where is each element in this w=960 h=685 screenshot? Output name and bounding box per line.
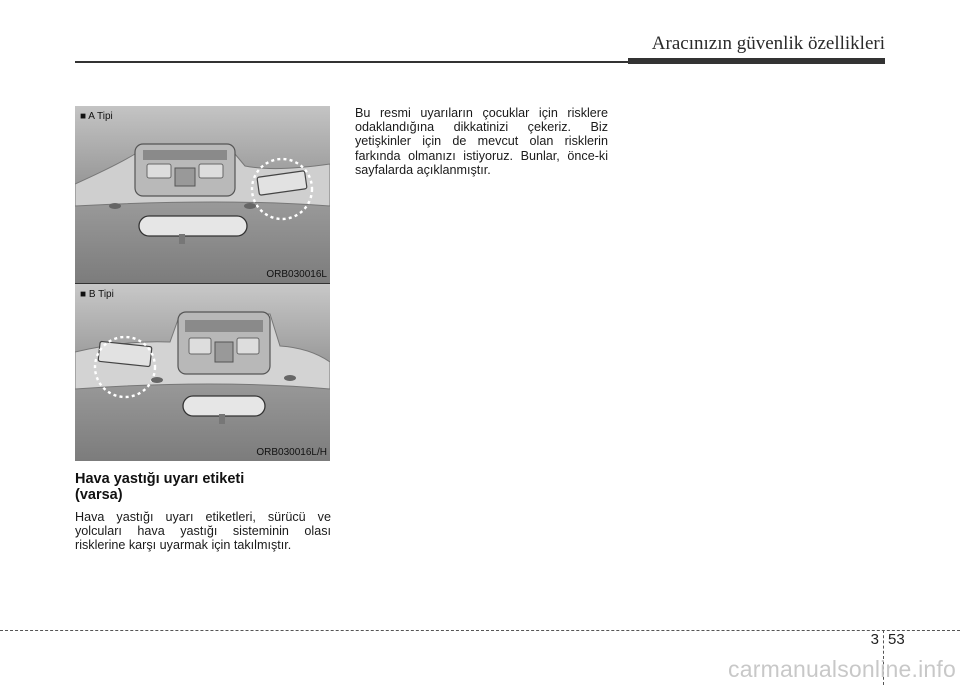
chapter-number: 3 — [870, 631, 879, 648]
section-title — [75, 471, 335, 503]
page-number: 53 — [888, 631, 905, 648]
figure-code: ORB030016L/H — [256, 447, 327, 458]
section-title-line: (varsa) — [75, 487, 123, 503]
body-paragraph: Bu resmi uyarıların çocuklar için risklere odaklandığına dikkatinizi çekeriz. Biz yetişkinler için de mevcut olan risklerin farkında olmanızı istiyoruz. Bunlar, önce-ki sayfalarda açıklanmıştır. — [355, 106, 608, 177]
section-title-line: Hava yastığı uyarı etiketi — [75, 471, 245, 487]
watermark: carmanualsonline.info — [728, 656, 956, 682]
figure-type-a — [75, 106, 330, 283]
header-rule-accent — [628, 58, 885, 64]
figure-type-b — [75, 284, 330, 461]
footer-rule — [0, 630, 960, 631]
chapter-title: Aracınızın güvenlik özellikleri — [651, 33, 885, 54]
body-paragraph: Hava yastığı uyarı etiketleri, sürücü ve yolcuları hava yastığı sisteminin olası risklerine karşı uyarmak için takılmıştır. — [75, 510, 331, 553]
headliner-illustration-b — [75, 284, 330, 461]
figure-divider — [75, 283, 330, 284]
headliner-illustration-a — [75, 106, 330, 283]
figure-type-label: ■ B Tipi — [80, 289, 114, 300]
figure-type-label: ■ A Tipi — [80, 111, 113, 122]
figure-code: ORB030016L — [266, 269, 327, 280]
